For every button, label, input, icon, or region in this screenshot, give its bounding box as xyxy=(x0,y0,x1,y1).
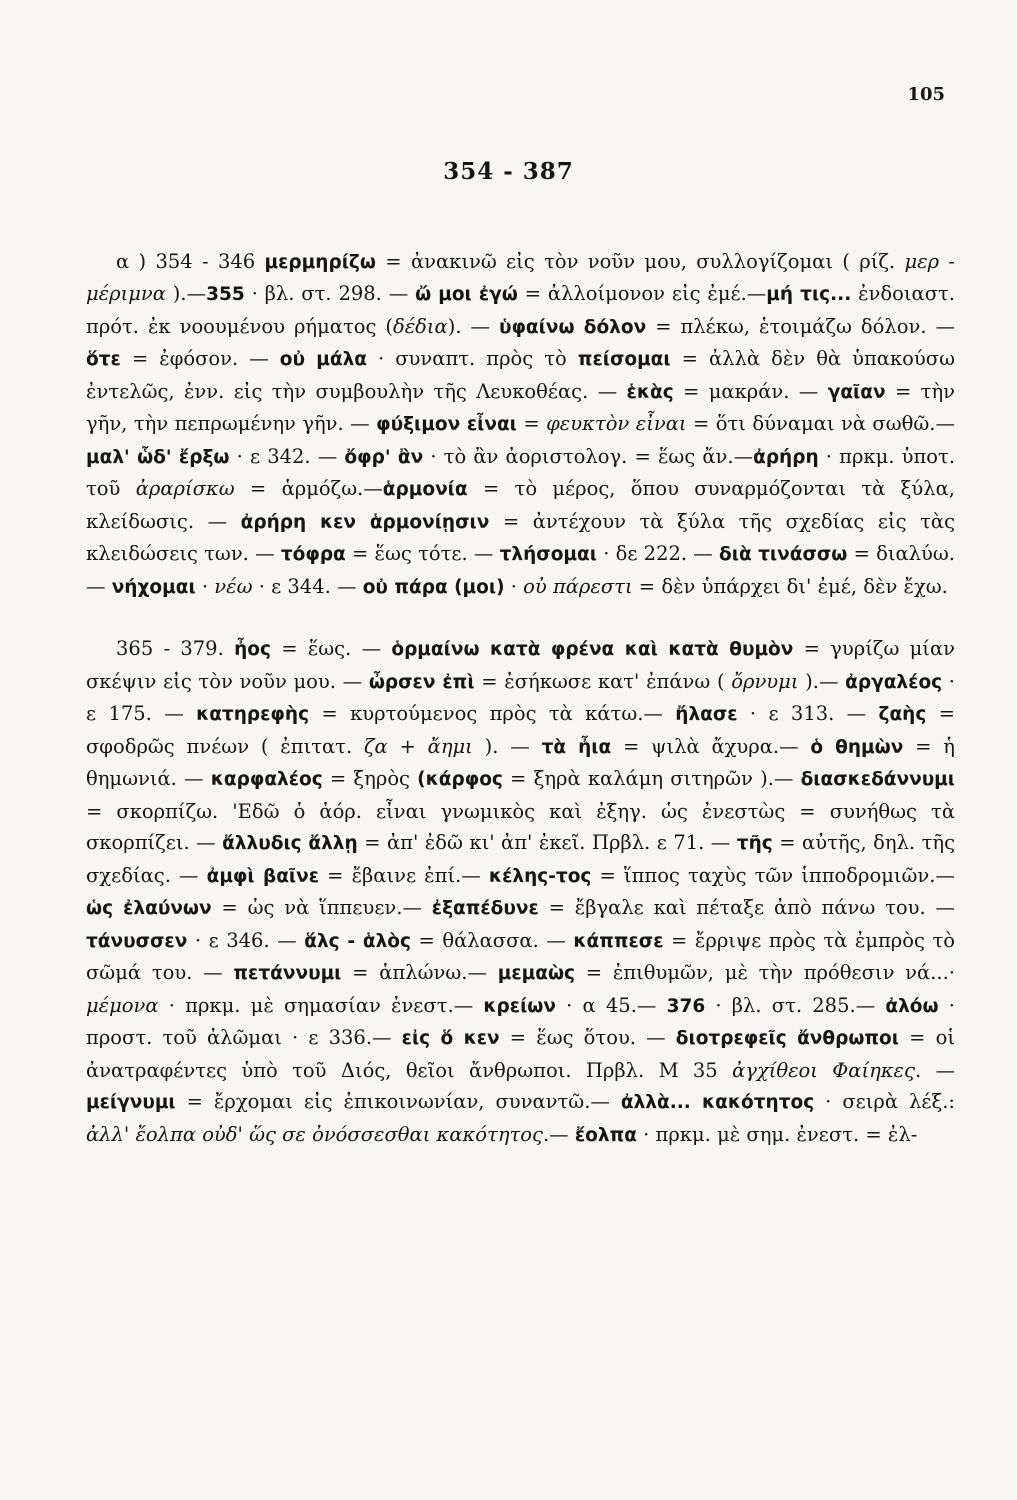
lemma-term: ἀλλὰ... κακότητος xyxy=(620,1092,815,1113)
gloss-text: = ἀντέχουν τὰ ξύλα τῆς σχεδίας εἰς τὰς κλειδώσεις των. — xyxy=(86,509,955,565)
paragraph-1 xyxy=(86,246,955,604)
gloss-text: = τὸ μέρος, ὅπου συναρμόζονται τὰ ξύλα, κλείδωσις. — xyxy=(86,477,955,533)
lemma-term: τλήσομαι xyxy=(499,544,597,565)
gloss-text: = ἔβγαλε καὶ πέταξε ἀπὸ πάνω του. — xyxy=(538,896,955,919)
gloss-text: = ἕως ὅτου. — xyxy=(499,1026,676,1049)
lemma-term: νήχομαι xyxy=(111,576,196,598)
lemma-term: διὰ τινάσσω xyxy=(719,544,848,565)
gloss-text: ἐνδοιαστ. πρότ. ἐκ νοουμένου ρήματος ( xyxy=(86,282,955,338)
gloss-text: = σφοδρῶς πνέων ( ἐπιτατ. xyxy=(86,702,955,758)
lemma-term: ὡς ἐλαύνων xyxy=(86,898,212,919)
gloss-text: = ξηρὰ καλάμη σιτηρῶν ).— xyxy=(502,767,801,790)
italic-term: ἀραρίσκω xyxy=(135,477,235,500)
commentary-text xyxy=(86,226,955,1171)
lemma-term: ἄλλυδις ἄλλῃ xyxy=(222,833,358,854)
paragraph-2 xyxy=(86,633,955,1151)
lemma-term: ὁρμαίνω κατὰ φρένα καὶ κατὰ θυμὸν xyxy=(391,639,794,660)
gloss-text: = κυρτούμενος πρὸς τὰ κάτω.— xyxy=(309,702,676,725)
italic-term: ζα + ἄημι xyxy=(363,734,473,758)
italic-term: μέμονα xyxy=(86,993,159,1017)
lemma-term: φύξιμον εἶναι xyxy=(376,414,517,435)
lemma-term: πετάννυμι xyxy=(233,963,342,984)
gloss-text: = πλέκω, ἑτοιμάζω δόλον. — xyxy=(646,314,955,338)
gloss-text: = ἀνακινῶ εἰς τὸν νοῦν μου, συλλογίζομαι ( ρίζ. xyxy=(375,249,905,273)
lemma-term: πείσομαι xyxy=(577,349,671,370)
gloss-text: = ἡ θημωνιά. — xyxy=(86,734,955,790)
gloss-text: = ἀλλοίμονον εἰς ἐμέ.— xyxy=(517,282,767,305)
lemma-term: ἁρμονία xyxy=(382,479,468,500)
gloss-text: = ἁπλώνω.— xyxy=(341,961,498,984)
gloss-text: · ε 346. — xyxy=(187,928,305,952)
gloss-text: = ἐσήκωσε κατ' ἐπάνω ( xyxy=(474,669,732,693)
lemma-term: ἀρήρη κεν ἁρμονίῃσιν xyxy=(240,511,490,533)
gloss-text: · α 45.— xyxy=(555,993,667,1017)
gloss-text: = ἔρριψε πρὸς τὰ ἐμπρὸς τὸ σῶμά του. — xyxy=(86,928,955,984)
lemma-term: οὐ μάλα xyxy=(279,349,367,370)
lemma-term: ἤλασε xyxy=(675,704,738,725)
lemma-term: ζαὴς xyxy=(878,704,927,725)
gloss-text: · προστ. τοῦ ἀλῶμαι · ε 336.— xyxy=(86,993,955,1049)
lemma-term: ὁ θημὼν xyxy=(810,736,904,758)
lemma-term: κατηρεφὴς xyxy=(196,704,310,725)
lemma-term: διοτρεφεῖς ἄνθρωποι xyxy=(675,1028,899,1049)
lemma-term: καρφαλέος xyxy=(210,769,323,790)
lemma-term: ἀργαλέος xyxy=(845,671,943,693)
gloss-text: · ε 342. — xyxy=(229,444,345,468)
gloss-text: · πρκμ. μὲ σημασίαν ἐνεστ.— xyxy=(158,993,484,1017)
gloss-text: = ψιλὰ ἄχυρα.— xyxy=(611,734,811,758)
gloss-text: ). — xyxy=(472,734,542,758)
lemma-term: 355 xyxy=(206,284,245,305)
gloss-text: · βλ. στ. 285.— xyxy=(705,993,886,1017)
lemma-term: οὐ πάρα (μοι) xyxy=(362,576,505,598)
lemma-term: κρείων xyxy=(483,995,556,1017)
gloss-text: = διαλύω.— xyxy=(86,542,955,598)
italic-term: νέω xyxy=(214,574,253,598)
lemma-term: (κάρφος xyxy=(417,769,503,790)
gloss-text: · συναπτ. πρὸς τὸ xyxy=(366,347,578,370)
lemma-term: μαλ' ὧδ' ἔρξω xyxy=(86,446,230,468)
italic-term: οὐ πάρεστι xyxy=(523,574,633,598)
gloss-text: = δὲν ὑπάρχει δι' ἐμέ, δὲν ἔχω. xyxy=(632,574,948,598)
gloss-text: = ἀπ' ἐδῶ κι' ἀπ' ἐκεῖ. Πρβλ. ε 71. — xyxy=(357,831,737,854)
lemma-term: γαῖαν xyxy=(827,381,886,403)
gloss-text: = ἐφόσον. — xyxy=(120,347,280,370)
gloss-text: = γυρίζω μίαν σκέψιν εἰς τὸν νοῦν μου. — xyxy=(86,637,955,693)
italic-term: μερ - μέριμνα xyxy=(86,249,955,305)
lemma-term: ἦος xyxy=(234,639,271,660)
gloss-text: · ε 344. — xyxy=(252,574,363,598)
gloss-text: = ἕως τότε. — xyxy=(345,542,500,565)
gloss-text: · πρκμ. μὲ σημ. ἐνεστ. = ἐλ- xyxy=(636,1122,918,1146)
gloss-text: = ἵππος ταχὺς τῶν ἱπποδρομιῶν.— xyxy=(591,863,955,887)
gloss-text: · ε 175. — xyxy=(86,669,956,725)
italic-term: φευκτὸν εἶναι xyxy=(546,412,687,435)
italic-term: δέδια xyxy=(392,314,448,338)
paragraph-2-text xyxy=(86,633,955,1151)
section-heading: 354 - 387 xyxy=(443,158,574,185)
gloss-text: = ὅτι δύναμαι νὰ σωθῶ.— xyxy=(686,412,955,435)
gloss-text: = αὐτῆς, δηλ. τῆς σχεδίας. — xyxy=(86,831,955,887)
lemma-term: μή τις... xyxy=(766,284,852,305)
lemma-term: μερμηρίζω xyxy=(264,251,376,273)
lemma-term: ὑφαίνω δόλον xyxy=(498,316,647,338)
gloss-text: = ξηρὸς xyxy=(322,767,418,790)
gloss-text: · ε 313. — xyxy=(737,702,879,725)
paragraph-1-text xyxy=(86,246,955,604)
page-number: 105 xyxy=(907,84,945,105)
gloss-text: ).— xyxy=(165,282,207,305)
italic-term: ἀλλ' ἔολπα οὐδ' ὥς σε ὀνόσσεσθαι κακότητος xyxy=(86,1122,543,1146)
lemma-term: τὰ ἦια xyxy=(541,736,612,758)
gloss-text: · xyxy=(504,574,524,598)
lemma-term: τόφρα xyxy=(280,544,346,565)
gloss-text: = ἁρμόζω.— xyxy=(234,477,383,500)
lemma-term: ἔολπα xyxy=(574,1124,637,1146)
gloss-text: . — xyxy=(914,1058,956,1082)
gloss-text: = οἱ ἀνατραφέντες ὑπὸ τοῦ Διός, θεῖοι ἄνθρωποι. Πρβλ. Μ 35 xyxy=(86,1026,955,1082)
gloss-text: = ἕως. — xyxy=(270,637,392,660)
gloss-text: = μακράν. — xyxy=(673,379,828,403)
lemma-term: ἀμφὶ βαῖνε xyxy=(206,865,320,887)
gloss-text: .— xyxy=(542,1122,575,1146)
gloss-text: ).— xyxy=(798,669,846,693)
gloss-text: · σειρὰ λέξ.: xyxy=(814,1090,955,1113)
italic-term: ὄρνυμι xyxy=(731,669,799,693)
gloss-text: ). — xyxy=(447,314,499,338)
gloss-text: · πρκμ. ὑποτ. τοῦ xyxy=(86,444,956,500)
gloss-text: · τὸ ἂν ἀοριστολογ. = ἕως ἄν.— xyxy=(423,444,754,468)
gloss-text: = ὡς νὰ ἵππευεν.— xyxy=(211,896,432,919)
gloss-text: α ) 354 - 346 xyxy=(116,249,265,273)
lemma-term: εἰς ὅ κεν xyxy=(401,1028,500,1049)
lemma-term: ὤ μοι ἐγώ xyxy=(415,284,518,305)
gloss-text: 365 - 379. xyxy=(116,637,235,660)
gloss-text: · xyxy=(195,574,215,598)
gloss-text: = ἀλλὰ δὲν θὰ ὑπακούσω ἐντελῶς, ἐνν. εἰς τὴν συμβουλὴν τῆς Λευκοθέας. — xyxy=(86,347,955,403)
lemma-term: τῆς xyxy=(736,833,773,854)
lemma-term: ἅλς - ἁλὸς xyxy=(304,930,411,952)
gloss-text: · βλ. στ. 298. — xyxy=(244,282,416,305)
lemma-term: μείγνυμι xyxy=(86,1092,176,1113)
lemma-term: ἀρήρη xyxy=(753,446,819,468)
gloss-text: = σκορπίζω. 'Εδῶ ὁ ἀόρ. εἶναι γνωμικὸς καὶ ἐξηγ. ὡς ἐνεστὼς = συνήθως τὰ σκορπίζει. — xyxy=(86,799,955,854)
italic-term: ἀγχίθεοι Φαίηκες xyxy=(732,1058,915,1082)
gloss-text: = ἔρχομαι εἰς ἐπικοινωνίαν, συναντῶ.— xyxy=(175,1090,621,1113)
lemma-term: ἑκὰς xyxy=(626,381,674,403)
gloss-text: = ἔβαινε ἐπί.— xyxy=(319,863,489,887)
lemma-term: ἐξαπέδυνε xyxy=(431,898,539,919)
lemma-term: ὄφρ' ἂν xyxy=(344,446,424,468)
gloss-text: = θάλασσα. — xyxy=(410,928,574,952)
lemma-term: ὦρσεν ἐπὶ xyxy=(368,671,475,693)
gloss-text: = τὴν γῆν, τὴν πεπρωμένην γῆν. — xyxy=(86,379,955,435)
gloss-text: = ἐπιθυμῶν, μὲ τὴν πρόθεσιν νά...· xyxy=(575,961,955,984)
gloss-text: = xyxy=(516,412,547,435)
lemma-term: τάνυσσεν xyxy=(86,930,188,952)
lemma-term: κέλης-τος xyxy=(488,865,592,887)
lemma-term: ὅτε xyxy=(86,349,121,370)
lemma-term: κάππεσε xyxy=(573,930,664,952)
lemma-term: διασκεδάννυμι xyxy=(800,769,956,790)
lemma-term: μεμαὼς xyxy=(497,963,575,984)
lemma-term: 376 xyxy=(666,995,706,1017)
gloss-text: · δε 222. — xyxy=(596,542,720,565)
lemma-term: ἀλόω xyxy=(885,995,939,1017)
